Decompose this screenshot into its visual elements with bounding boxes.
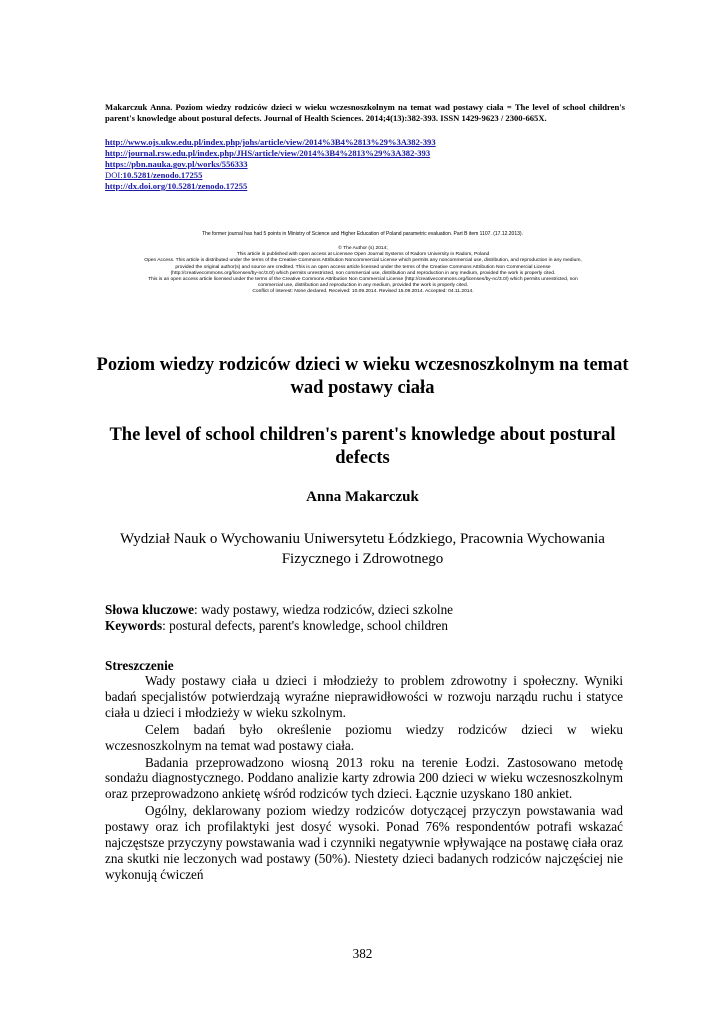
license-block: [103, 246, 623, 296]
page-number: 382: [352, 946, 373, 961]
journal-notice: The former journal has had 5 points in Ministry of Science and Higher Education of Poland parametric evaluation. Part B item 1107. (17.12.2013).: [202, 231, 523, 237]
abstract-paragraph: Celem badań było określenie poziomu wiedzy rodziców dzieci w wieku wczesnoszkolnym na temat wad postawy ciała.: [105, 721, 623, 753]
doi-line[interactable]: [105, 170, 625, 181]
keywords-english-label: Keywords: [105, 618, 163, 633]
pbn-link[interactable]: https://pbn.nauka.gov.pl/works/556333: [105, 159, 248, 169]
doi-value: 10.5281/zenodo.17255: [122, 170, 203, 180]
ojs-link[interactable]: http://www.ojs.ukw.edu.pl/index.php/johs/article/view/2014%3B4%2813%29%3A382-393: [105, 137, 436, 147]
abstract-heading: Streszczenie: [105, 658, 174, 673]
license-line: provided the original author(s) and source are credited. This is an open access article licensed under the terms of the Creative Commons Attribution Non Commercial License: [175, 264, 551, 270]
citation: Makarczuk Anna. Poziom wiedzy rodziców dzieci w wieku wczesnoszkolnym na temat wad postawy ciała = The level of school children's parent's knowledge about postural defects. Journal of Health Sciences. 2014;4(13):382-393. ISSN 1429-9623 / 2300-665X.: [105, 102, 625, 123]
title-polish: Poziom wiedzy rodziców dzieci w wieku wczesnoszkolnym na temat wad postawy ciała: [96, 355, 629, 398]
license-line: commercial use, distribution and reproduction in any medium, provided the work is properly cited.: [257, 283, 469, 289]
title-english: The level of school children's parent's knowledge about postural defects: [109, 425, 616, 468]
abstract-paragraph: Ogólny, deklarowany poziom wiedzy rodziców dotyczącej przyczyn powstawania wad postawy oraz ich profilaktyki jest dosyć wysoki. Ponad 76% respondentów potrafi wskazać najczęstsze przyczyny powstawania wad i czynniki negatywnie wpływające na postawę ciała oraz zna skutki nie leczonych wad postawy (50%). Niestety dzieci badanych rodziców najczęściej nie wykonują ćwiczeń: [105, 803, 623, 882]
license-line: This is an open access article licensed under the terms of the Creative Commons Attribution Non Commercial License (http://creativecommons.org/licenses/by-nc/3.0/) which permits unrestricted, non: [148, 277, 578, 283]
conflict-line: Conflict of interest: None declared. Received: 10.09.2014. Revised 15.09.2014. Accepted: 04.11.2014.: [252, 289, 474, 295]
keywords-polish: [105, 602, 625, 618]
affiliation: Wydział Nauk o Wychowaniu Uniwersytetu Łódzkiego, Pracownia Wychowania Fizycznego i Zdrowotnego: [120, 531, 605, 567]
author-name: Anna Makarczuk: [306, 489, 419, 505]
license-line: (http://creativecommons.org/licenses/by-nc/3.0/) which permits unrestricted, non commercial use, distribution and reproduction in any medium, provided the work is properly cited.: [170, 270, 556, 276]
doi-url-link[interactable]: http://dx.doi.org/10.5281/zenodo.17255: [105, 181, 248, 191]
keywords-english-text: : postural defects, parent's knowledge, school children: [162, 618, 448, 633]
license-line: This article is published with open access at Licensee Open Journal Systems of Radom University in Radom, Poland: [236, 252, 490, 258]
abstract-paragraph: Badania przeprowadzono wiosną 2013 roku na terenie Łodzi. Zastosowano metodę sondażu diagnostycznego. Poddano analizie karty zdrowia 200 dzieci w wieku wczesnoszkolnym oraz przeprowadzono ankietę wśród rodziców tych dzieci. Łącznie uzyskano 180 ankiet.: [105, 754, 623, 802]
article-links: [105, 137, 625, 192]
copyright-line: © The Author (s) 2014;: [338, 246, 388, 251]
keywords-english: [105, 618, 625, 634]
keywords-polish-text: : wady postawy, wiedza rodziców, dzieci szkolne: [194, 602, 454, 617]
license-line: Open Access. This article is distributed under the terms of the Creative Commons Attribution Noncommercial License which permits any noncommercial use, distribution, and reproduction in any medium,: [144, 258, 582, 264]
abstract-body: [105, 673, 623, 883]
abstract-paragraph: Wady postawy ciała u dzieci i młodzieży to problem zdrowotny i społeczny. Wyniki badań specjalistów potwierdzają wyraźne nieprawidłowości w rozwoju narządu ruchu i statyce ciała u dzieci i młodzieży w wieku szkolnym.: [105, 673, 623, 720]
keywords-polish-label: Słowa kluczowe: [105, 602, 195, 617]
doi-prefix: DOI:: [105, 170, 123, 180]
journal-link[interactable]: http://journal.rsw.edu.pl/index.php/JHS/article/view/2014%3B4%2813%29%3A382-393: [105, 148, 431, 158]
